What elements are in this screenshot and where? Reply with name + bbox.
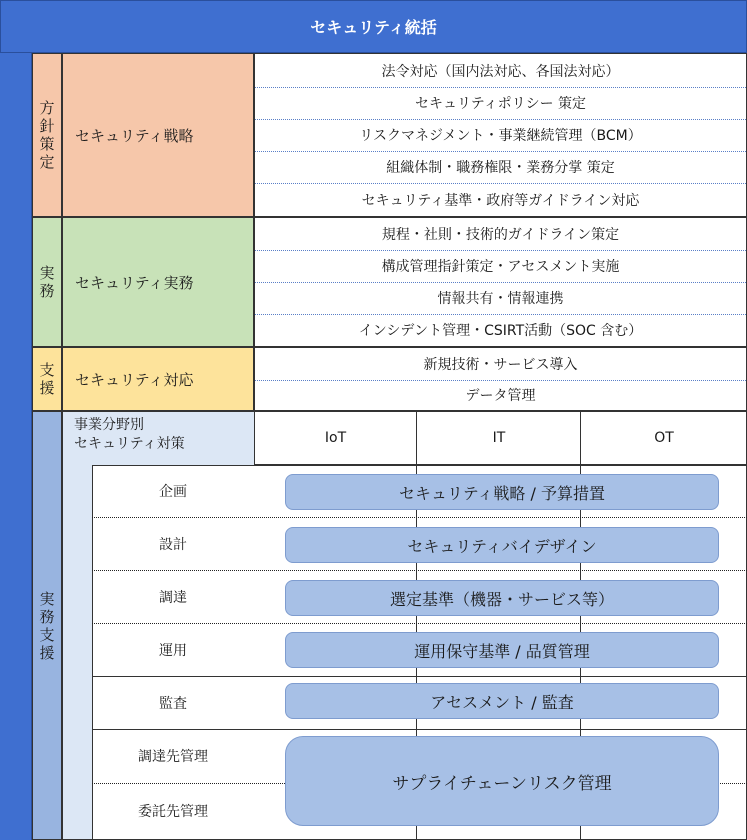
band-security-practice: セキュリティ実務 bbox=[62, 217, 254, 347]
left-accent-strip bbox=[0, 53, 32, 840]
policy-item: リスクマネジメント・事業継続管理（BCM） bbox=[359, 128, 642, 144]
policy-item: 組織体制・職務権限・業務分掌 策定 bbox=[386, 160, 615, 176]
domain-header-line: 事業分野別 bbox=[74, 417, 144, 433]
policy-item: セキュリティ基準・政府等ガイドライン対応 bbox=[361, 192, 640, 209]
measure-security-by-design: セキュリティバイデザイン bbox=[285, 527, 719, 563]
practice-item: 情報共有・情報連携 bbox=[437, 291, 564, 307]
category-practice-support-label bbox=[32, 411, 62, 840]
category-practice-char: 務 bbox=[39, 282, 55, 300]
practice-items-box bbox=[254, 217, 747, 347]
support-items-box bbox=[254, 347, 747, 411]
category-practice-support-char: 支 bbox=[39, 625, 55, 644]
practice-item: インシデント管理・CSIRT活動（SOC 含む） bbox=[358, 323, 643, 339]
category-policy-label bbox=[32, 53, 62, 217]
band-security-response: セキュリティ対応 bbox=[62, 347, 254, 411]
category-practice-label bbox=[32, 217, 62, 347]
category-policy-char: 定 bbox=[39, 153, 55, 171]
category-support-label bbox=[32, 347, 62, 411]
phase-label: 設計 bbox=[159, 536, 187, 553]
support-item: 新規技術・サービス導入 bbox=[423, 357, 578, 373]
column-header-it: IT bbox=[492, 430, 506, 446]
column-divider bbox=[416, 411, 417, 465]
phase-label: 調達先管理 bbox=[138, 749, 208, 765]
phase-label: 監査 bbox=[159, 695, 187, 712]
policy-item: セキュリティポリシー 策定 bbox=[414, 96, 587, 112]
phase-label: 運用 bbox=[159, 642, 187, 659]
category-practice-support-char: 実 bbox=[39, 589, 55, 608]
category-policy-char: 針 bbox=[39, 117, 55, 135]
policy-item: 法令対応（国内法対応、各国法対応） bbox=[381, 63, 620, 80]
column-divider bbox=[580, 411, 581, 465]
support-item: データ管理 bbox=[465, 388, 536, 404]
band-security-strategy: セキュリティ戦略 bbox=[62, 53, 254, 217]
measure-selection-criteria: 選定基準（機器・サービス等） bbox=[285, 580, 719, 616]
measure-assessment-audit: アセスメント / 監査 bbox=[285, 683, 719, 719]
phase-label: 委託先管理 bbox=[138, 803, 208, 820]
category-practice-support-char: 務 bbox=[39, 607, 55, 626]
category-policy-char: 方 bbox=[39, 99, 55, 117]
category-practice-char: 実 bbox=[39, 264, 55, 282]
page-title: セキュリティ統括 bbox=[0, 0, 747, 53]
measure-supply-chain-risk: サプライチェーンリスク管理 bbox=[285, 736, 719, 826]
practice-item: 構成管理指針策定・アセスメント実施 bbox=[381, 259, 620, 275]
category-policy-char: 策 bbox=[39, 135, 55, 153]
category-support-char: 援 bbox=[39, 379, 55, 397]
column-header-ot: OT bbox=[654, 430, 674, 446]
category-practice-support-char: 援 bbox=[39, 643, 55, 662]
practice-item: 規程・社則・技術的ガイドライン策定 bbox=[381, 227, 620, 243]
measure-operation-quality: 運用保守基準 / 品質管理 bbox=[285, 632, 719, 668]
measure-strategy-budget: セキュリティ戦略 / 予算措置 bbox=[285, 474, 719, 510]
phase-label: 調達 bbox=[159, 589, 187, 606]
phase-label: 企画 bbox=[159, 484, 187, 500]
policy-items-box bbox=[254, 53, 747, 217]
column-header-iot: IoT bbox=[324, 430, 347, 446]
domain-header-label bbox=[74, 416, 254, 460]
domain-header-line: セキュリティ対策 bbox=[74, 435, 185, 452]
category-support-char: 支 bbox=[39, 361, 55, 379]
